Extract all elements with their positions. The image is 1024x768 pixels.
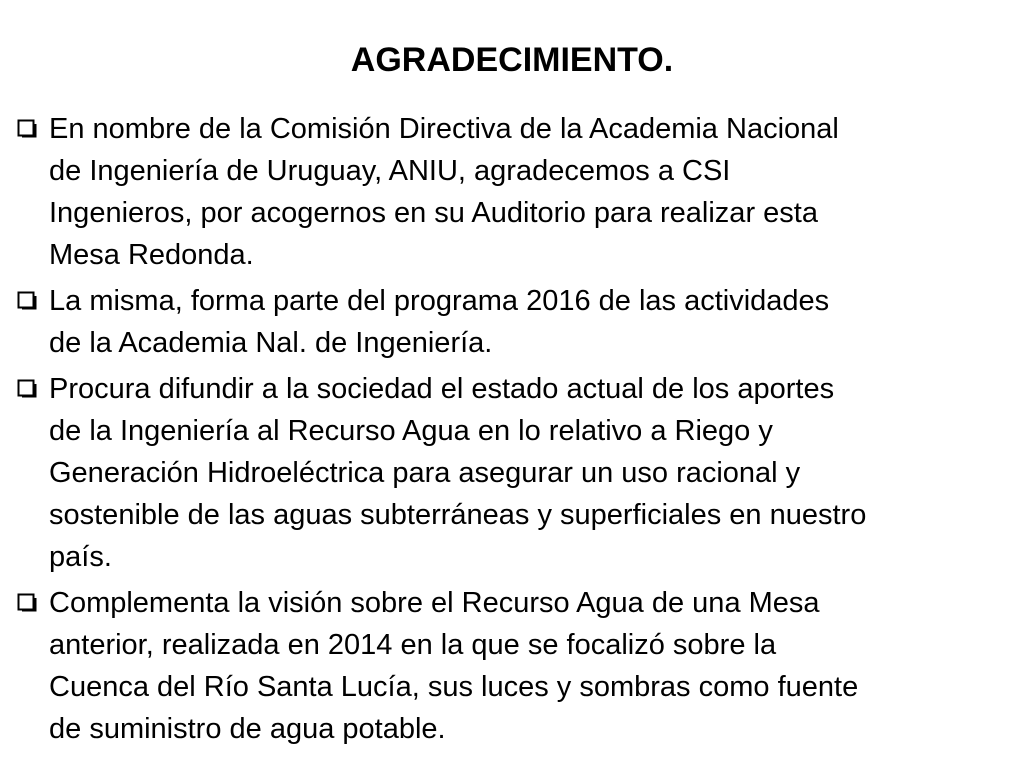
bullet-line: anterior, realizada en 2014 en la que se focalizó sobre la	[49, 629, 777, 661]
bullet-line: La misma, forma parte del programa 2016 de las actividades	[49, 285, 830, 317]
bullet-item	[12, 108, 1012, 276]
checkbox-square-icon	[17, 379, 37, 399]
bullet-line: Generación Hidroeléctrica para asegurar un uso racional y	[49, 457, 801, 489]
bullet-line: Procura difundir a la sociedad el estado actual de los aportes	[49, 373, 835, 405]
bullet-list	[12, 108, 1012, 754]
bullet-line: país.	[49, 541, 112, 573]
bullet-line: de Ingeniería de Uruguay, ANIU, agradecemos a CSI	[49, 155, 731, 187]
checkbox-square-icon	[17, 119, 37, 139]
bullet-item	[12, 280, 1012, 364]
bullet-line: de la Academia Nal. de Ingeniería.	[49, 327, 493, 359]
checkbox-square-icon	[17, 593, 37, 613]
bullet-item	[12, 368, 1012, 578]
checkbox-square-icon	[17, 291, 37, 311]
bullet-item	[12, 582, 1012, 750]
bullet-line: sostenible de las aguas subterráneas y superficiales en nuestro	[49, 499, 867, 531]
bullet-line: En nombre de la Comisión Directiva de la Academia Nacional	[49, 113, 839, 145]
bullet-line: de suministro de agua potable.	[49, 713, 446, 745]
bullet-line: Cuenca del Río Santa Lucía, sus luces y sombras como fuente	[49, 671, 859, 703]
bullet-line: Ingenieros, por acogernos en su Auditorio para realizar esta	[49, 197, 818, 229]
bullet-line: de la Ingeniería al Recurso Agua en lo relativo a Riego y	[49, 415, 773, 447]
bullet-line: Complementa la visión sobre el Recurso Agua de una Mesa	[49, 587, 820, 619]
bullet-line: Mesa Redonda.	[49, 239, 254, 271]
slide-title: AGRADECIMIENTO.	[350, 41, 674, 79]
